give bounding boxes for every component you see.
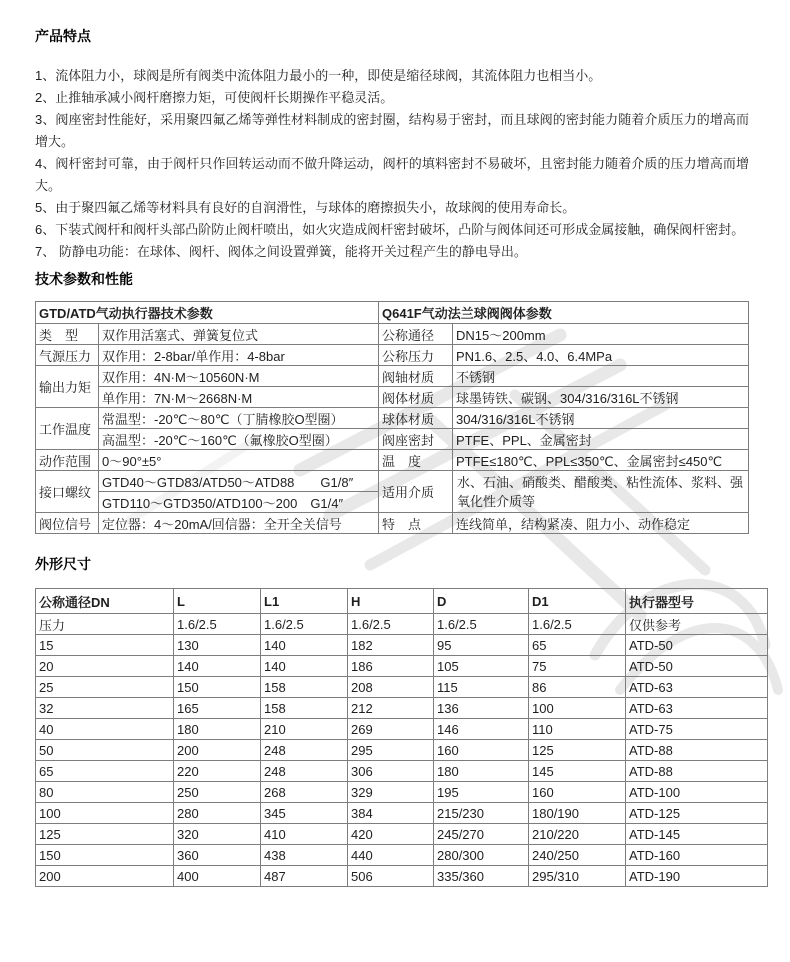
table-cell: 1.6/2.5: [261, 614, 348, 635]
table-row: [36, 803, 768, 824]
table-cell: 140: [174, 656, 261, 677]
table-cell: 295: [348, 740, 434, 761]
table-cell: 210/220: [529, 824, 626, 845]
table-cell: 25: [36, 677, 174, 698]
column-header: 执行器型号: [626, 589, 768, 614]
spec-value-cell: 0～90°±5°: [99, 450, 379, 471]
table-cell: ATD-50: [626, 635, 768, 656]
table-cell: 1.6/2.5: [348, 614, 434, 635]
spec-value-cell: 定位器：4～20mA/回信器：全开全关信号: [99, 513, 379, 534]
table-cell: 105: [434, 656, 529, 677]
table-cell: ATD-160: [626, 845, 768, 866]
spec-label-cell: 工作温度: [36, 408, 99, 450]
table-cell: 248: [261, 761, 348, 782]
table-cell: 268: [261, 782, 348, 803]
spec-label-cell: 阀体材质: [379, 387, 453, 408]
table-cell: 145: [529, 761, 626, 782]
table-cell: 158: [261, 698, 348, 719]
table-cell: 280/300: [434, 845, 529, 866]
table-cell: 186: [348, 656, 434, 677]
table-cell: 180: [174, 719, 261, 740]
spec-value-cell: 单作用：7N·M～2668N·M: [99, 387, 379, 408]
table-cell: 180/190: [529, 803, 626, 824]
table-cell: 136: [434, 698, 529, 719]
column-header: D1: [529, 589, 626, 614]
table-cell: 20: [36, 656, 174, 677]
table-cell: 150: [174, 677, 261, 698]
table-cell: 210: [261, 719, 348, 740]
table-cell: 182: [348, 635, 434, 656]
spec-label-cell: 气源压力: [36, 345, 99, 366]
table-cell: 248: [261, 740, 348, 761]
table-row: [36, 761, 768, 782]
table-cell: 320: [174, 824, 261, 845]
spec-value-cell: 连线简单，结构紧凑、阻力小、动作稳定: [453, 513, 749, 534]
spec-value-cell: GTD40～GTD83/ATD50～ATD88 G1/8″: [99, 471, 379, 492]
table-cell: 100: [36, 803, 174, 824]
table-header-cell: GTD/ATD气动执行器技术参数: [36, 302, 379, 324]
table-cell: ATD-125: [626, 803, 768, 824]
table-cell: 240/250: [529, 845, 626, 866]
table-cell: 158: [261, 677, 348, 698]
table-row: [36, 614, 768, 635]
table-cell: 115: [434, 677, 529, 698]
table-cell: ATD-145: [626, 824, 768, 845]
table-cell: 200: [174, 740, 261, 761]
column-header: D: [434, 589, 529, 614]
table-row: [36, 677, 768, 698]
table-cell: 50: [36, 740, 174, 761]
table-cell: 329: [348, 782, 434, 803]
spec-value-cell: DN15～200mm: [453, 324, 749, 345]
spec-value-cell: 球墨铸铁、碳钢、304/316/316L不锈钢: [453, 387, 749, 408]
column-header: L: [174, 589, 261, 614]
table-cell: 65: [529, 635, 626, 656]
table-row: [36, 366, 749, 387]
table-cell: 335/360: [434, 866, 529, 887]
table-cell: 506: [348, 866, 434, 887]
table-row: [36, 387, 749, 408]
table-cell: 仅供参考: [626, 614, 768, 635]
spec-value-cell: 304/316/316L不锈钢: [453, 408, 749, 429]
table-cell: 487: [261, 866, 348, 887]
spec-value-cell: PN1.6、2.5、4.0、6.4MPa: [453, 345, 749, 366]
spec-label-cell: 适用介质: [379, 471, 453, 513]
table-cell: 220: [174, 761, 261, 782]
feature-item: 7、 防静电功能：在球体、阀杆、阀体之间设置弹簧，能将开关过程产生的静电导出。: [35, 244, 527, 259]
table-cell: 440: [348, 845, 434, 866]
table-row: [36, 408, 749, 429]
table-cell: 345: [261, 803, 348, 824]
table-cell: 150: [36, 845, 174, 866]
table-row: [36, 450, 749, 471]
feature-item: 4、阀杆密封可靠，由于阀杆只作回转运动而不做升降运动，阀杆的填料密封不易破坏，且密封能力随着介质的压力增高而增大。: [35, 156, 749, 193]
table-cell: 180: [434, 761, 529, 782]
spec-value-cell: 水、石油、硝酸类、醋酸类、粘性流体、浆料、强氧化性介质等: [453, 471, 749, 513]
table-row: [36, 324, 749, 345]
table-cell: 360: [174, 845, 261, 866]
table-cell: 15: [36, 635, 174, 656]
table-cell: 125: [529, 740, 626, 761]
spec-label-cell: 接口螺纹: [36, 471, 99, 513]
table-row: [36, 698, 768, 719]
table-cell: 1.6/2.5: [529, 614, 626, 635]
spec-label-cell: 公称通径: [379, 324, 453, 345]
table-row: [36, 635, 768, 656]
table-row: [36, 824, 768, 845]
table-cell: 212: [348, 698, 434, 719]
table-cell: 280: [174, 803, 261, 824]
spec-label-cell: 类 型: [36, 324, 99, 345]
table-cell: 65: [36, 761, 174, 782]
table-row: [36, 513, 749, 534]
spec-label-cell: 输出力矩: [36, 366, 99, 408]
spec-value-cell: 双作用活塞式、弹簧复位式: [99, 324, 379, 345]
dimensions-table: [35, 588, 768, 887]
table-cell: 1.6/2.5: [434, 614, 529, 635]
table-cell: 420: [348, 824, 434, 845]
table-cell: ATD-88: [626, 740, 768, 761]
table-row: [36, 782, 768, 803]
table-cell: ATD-50: [626, 656, 768, 677]
table-cell: ATD-100: [626, 782, 768, 803]
table-cell: ATD-88: [626, 761, 768, 782]
table-row: [36, 471, 749, 492]
table-row: [36, 740, 768, 761]
table-cell: ATD-63: [626, 677, 768, 698]
section-title-tech-params: 技术参数和性能: [35, 271, 133, 287]
section-title-dimensions: 外形尺寸: [35, 556, 91, 572]
spec-value-cell: 不锈钢: [453, 366, 749, 387]
spec-label-cell: 特 点: [379, 513, 453, 534]
table-row: [36, 302, 749, 324]
spec-value-cell: 高温型：-20℃～160℃（氟橡胶O型圈）: [99, 429, 379, 450]
table-row: [36, 429, 749, 450]
spec-value-cell: GTD110～GTD350/ATD100～200 G1/4″: [99, 492, 379, 513]
table-cell: 140: [261, 656, 348, 677]
spec-value-cell: PTFE、PPL、金属密封: [453, 429, 749, 450]
table-cell: 295/310: [529, 866, 626, 887]
feature-item: 1、流体阻力小，球阀是所有阀类中流体阻力最小的一种，即使是缩径球阀，其流体阻力也相当小。: [35, 68, 602, 83]
spec-label-cell: 动作范围: [36, 450, 99, 471]
feature-item: 2、止推轴承减小阀杆磨擦力矩，可使阀杆长期操作平稳灵活。: [35, 90, 394, 105]
spec-label-cell: 球体材质: [379, 408, 453, 429]
table-cell: 269: [348, 719, 434, 740]
table-row: [36, 345, 749, 366]
table-cell: 40: [36, 719, 174, 740]
table-cell: 125: [36, 824, 174, 845]
feature-list: [35, 65, 749, 263]
column-header: 公称通径DN: [36, 589, 174, 614]
table-cell: 1.6/2.5: [174, 614, 261, 635]
spec-label-cell: 阀轴材质: [379, 366, 453, 387]
table-cell: 压力: [36, 614, 174, 635]
table-cell: 146: [434, 719, 529, 740]
table-cell: 86: [529, 677, 626, 698]
table-cell: 165: [174, 698, 261, 719]
table-cell: 400: [174, 866, 261, 887]
table-cell: 75: [529, 656, 626, 677]
table-row: [36, 845, 768, 866]
column-header: L1: [261, 589, 348, 614]
table-cell: 110: [529, 719, 626, 740]
table-cell: 100: [529, 698, 626, 719]
table-cell: 245/270: [434, 824, 529, 845]
table-cell: 410: [261, 824, 348, 845]
table-cell: 140: [261, 635, 348, 656]
table-cell: 208: [348, 677, 434, 698]
table-cell: 160: [529, 782, 626, 803]
table-cell: 250: [174, 782, 261, 803]
spec-label-cell: 阀座密封: [379, 429, 453, 450]
table-header-row: [36, 589, 768, 614]
table-cell: 130: [174, 635, 261, 656]
spec-label-cell: 公称压力: [379, 345, 453, 366]
section-title-features: 产品特点: [35, 28, 91, 44]
table-cell: 32: [36, 698, 174, 719]
table-cell: ATD-190: [626, 866, 768, 887]
table-cell: 195: [434, 782, 529, 803]
table-cell: 95: [434, 635, 529, 656]
feature-item: 5、由于聚四氟乙烯等材料具有良好的自润滑性，与球体的磨擦损失小，故球阀的使用寿命长。: [35, 200, 576, 215]
spec-label-cell: 温 度: [379, 450, 453, 471]
tech-params-table: [35, 301, 749, 534]
table-cell: 200: [36, 866, 174, 887]
spec-value-cell: 双作用：4N·M～10560N·M: [99, 366, 379, 387]
spec-value-cell: 常温型：-20℃～80℃（丁腈橡胶O型圈）: [99, 408, 379, 429]
feature-item: 3、阀座密封性能好，采用聚四氟乙烯等弹性材料制成的密封圈，结构易于密封，而且球阀的密封能力随着介质压力的增高而增大。: [35, 112, 749, 149]
table-cell: 438: [261, 845, 348, 866]
table-row: [36, 719, 768, 740]
column-header: H: [348, 589, 434, 614]
spec-value-cell: PTFE≤180℃、PPL≤350℃、金属密封≤450℃: [453, 450, 749, 471]
spec-label-cell: 阀位信号: [36, 513, 99, 534]
table-cell: 80: [36, 782, 174, 803]
table-row: [36, 866, 768, 887]
table-cell: ATD-63: [626, 698, 768, 719]
table-row: [36, 656, 768, 677]
feature-item: 6、下装式阀杆和阀杆头部凸阶防止阀杆喷出，如火灾造成阀杆密封破坏，凸阶与阀体间还可形成金属接触，确保阀杆密封。: [35, 222, 745, 237]
spec-value-cell: 双作用：2-8bar/单作用：4-8bar: [99, 345, 379, 366]
table-cell: ATD-75: [626, 719, 768, 740]
table-cell: 160: [434, 740, 529, 761]
table-cell: 306: [348, 761, 434, 782]
table-header-cell: Q641F气动法兰球阀阀体参数: [379, 302, 749, 324]
table-cell: 384: [348, 803, 434, 824]
table-cell: 215/230: [434, 803, 529, 824]
